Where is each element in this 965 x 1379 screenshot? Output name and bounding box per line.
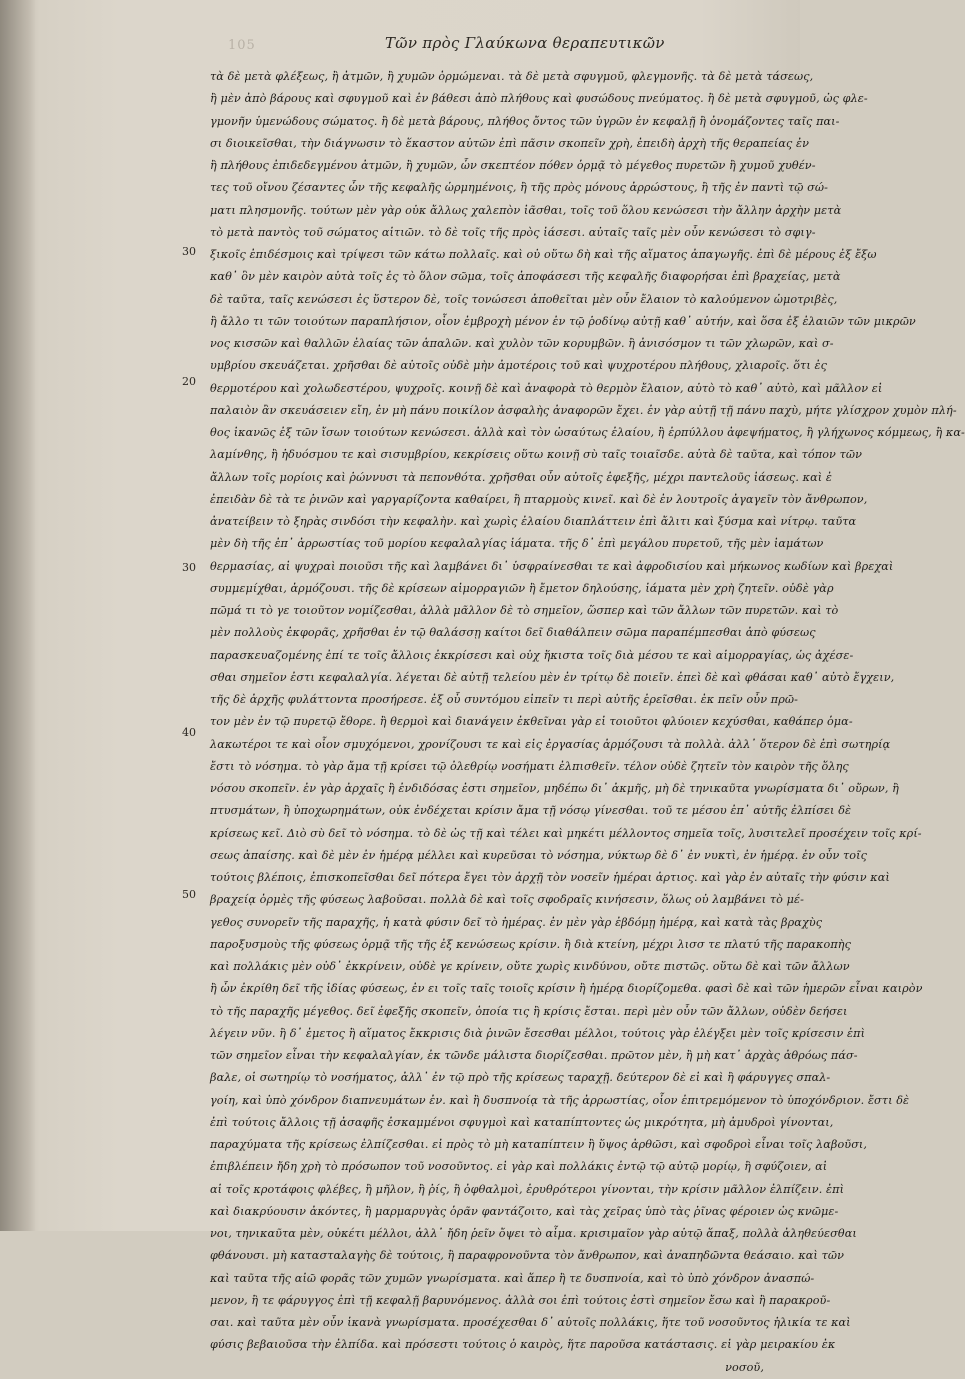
text-line: παροξυσμοὺς τῆς φύσεως ὁρμᾷ τῆς τῆς ἐξ κενώσεως κρίσιν. ἢ διὰ κτείνη, μέχρι λισσ τε πλατύ τῆς παρακοπὴς [210,937,851,951]
text-line: ἐπιβλέπειν ἤδη χρὴ τὸ πρόσωπον τοῦ νοσοῦντος. εἰ γὰρ καὶ πολλάκις ἐντῷ τῷ αὐτῷ μορίῳ, ἢ σφύζοιεν, αἱ [210,1160,828,1174]
text-line: τὸ τῆς παραχῆς μέγεθος. δεῖ ἐφεξῆς σκοπεῖν, ὁποία τις ἢ κρίσις ἔσται. περὶ μὲν οὖν τῶν ἄλλων, οὐδὲν δεήσει [210,1004,848,1018]
text-line: συμμεμίχθαι, ἁρμόζουσι. τῆς δὲ κρίσεων αἱμορραγιῶν ἢ ἔμετον δηλούσης, ἰάματα μὲν χρὴ ζητεῖν. οὐδὲ γὰρ [210,581,834,595]
text-line: παραχύματα τῆς κρίσεως ἐλπίζεσθαι. εἰ πρὸς τὸ μὴ καταπίπτειν ἢ ὕψος ἀρθῶσι, καὶ σφοδροὶ εἶναι τοῖς λαβοῦσι, [210,1138,868,1151]
text-line: τούτοις βλέποις, ἐπισκοπεῖσθαι δεῖ πότερα ἔγει τὸν ἀρχῇ τὸν νοσεῖν ἡμέραι ἀρτιος. καὶ γὰρ ἐν αὐταῖς τὴν φύσιν καὶ [210,871,890,884]
margin-number: 20 [182,375,196,388]
text-line: θερμοτέρου καὶ χολωδεστέρου, ψυχροῖς. κοινῇ δὲ καὶ ἀναφορὰ τὸ θερμὸν ἔλαιον, αὐτὸ τὸ καθ᾽ αὐτὸ, καὶ μᾶλλον εἰ [210,381,883,395]
text-line: ξικοῖς ἐπιδέσμοις καὶ τρίψεσι τῶν κάτω πολλαῖς. καὶ οὐ οὕτω δὴ καὶ τῆς αἵματος ἀπαγωγῆς. ἐπὶ δὲ μέρους ἐξ ἔξω [210,248,877,261]
text-line: τὰ δὲ μετὰ φλέξεως, ἢ ἀτμῶν, ἢ χυμῶν ὁρμώμεναι. τὰ δὲ μετὰ σφυγμοῦ, φλεγμονῆς. τὰ δὲ μετὰ τάσεως, [210,70,814,83]
text-line: καθ᾽ ὃν μὲν καιρὸν αὐτὰ τοῖς ἐς τὸ ὅλον σῶμα, τοῖς ἀποφάσεσι τῆς κεφαλῆς διαφορήσαι ἐπὶ βραχείας, μετὰ [210,270,841,284]
text-line: αἱ τοῖς κροτάφοις φλέβες, ἢ μῆλον, ἢ ῥίς, ἢ ὀφθαλμοὶ, ἐρυθρότεροι γίνονται, τὴν κρίσιν μᾶλλον ἐλπίζειν. ἐπὶ [210,1182,845,1196]
text-line: πτυσμάτων, ἢ ὑποχωρημάτων, οὐκ ἐνδέχεται κρίσιν ἄμα τῇ νόσῳ γίνεσθαι. τοῦ τε μέσου ἐπ᾽ αὐτῆς ἐλπίσει δὲ [210,804,852,818]
text-line: τὸ μετὰ παντὸς τοῦ σώματος αἰτιῶν. τὸ δὲ τοῖς τῆς πρὸς ἰάσεσι. αὐταῖς ταῖς μὲν οὖν κενώσεσι τὸ σφιγ- [210,225,816,239]
text-line: καὶ διακρύουσιν ἀκόντες, ἢ μαρμαρυγὰς ὁρᾶν φαντάζοιτο, καὶ τὰς χεῖρας ὑπὸ τὰς ῥῖνας φέροιεν ὡς κνῶμε- [210,1204,839,1218]
folio-number: 105 [228,38,256,53]
text-line: γμονῆν ὑμενώδους σώματος. ἢ δὲ μετὰ βάρους, πλήθος ὄντος τῶν ὑγρῶν ἐν κεφαλῇ ἢ ὀνομάζοντες ταῖς παι- [210,114,840,128]
text-line: παρασκευαζομένης ἐπί τε τοῖς ἄλλοις ἐκκρίσεσι καὶ οὐχ ἥκιστα τοῖς διὰ μέσου τε καὶ αἱμορραγίας, ὡς ἀχέσε- [210,648,854,662]
text-line: κρίσεως κεῖ. Διὸ σὺ δεῖ τὸ νόσημα. τὸ δὲ ὡς τῇ καὶ τέλει καὶ μηκέτι μέλλοντος σημεῖα τοῖς, λυσιτελεῖ προσέχειν τοῖς κρί- [210,826,922,840]
text-line: τῶν σημεῖον εἶναι τὴν κεφαλαλγίαν, ἐκ τῶνδε μάλιστα διορίζεσθαι. πρῶτον μὲν, ἢ μὴ κατ᾽ ἀρχὰς ἀθρόως πάσ- [210,1049,858,1062]
text-line: σεως ἀπαίσης. καὶ δὲ μὲν ἐν ἡμέρᾳ μέλλει καὶ κυρεῦσαι τὸ νόσημα, νύκτωρ δὲ δ᾽ ἐν νυκτὶ, ἐν ἡμέρᾳ. ἐν οὖν τοῖς [210,848,867,862]
margin-number: 30 [182,245,196,258]
text-line: καὶ ταῦτα τῆς αἰῶ φορᾶς τῶν χυμῶν γνωρίσματα. καὶ ἅπερ ἢ τε δυσπνοία, καὶ τὸ ὑπὸ χόνδρον ἀνασπώ- [210,1271,815,1285]
text-line: σι διοικεῖσθαι, τὴν διάγνωσιν τὸ ἕκαστον αὐτῶν ἐπὶ πᾶσιν σκοπεῖν χρὴ, ἐπειδὴ ἀρχὴ τῆς θεραπείας ἐν [210,136,809,150]
text-line: νος κισσῶν καὶ θαλλῶν ἐλαίας τῶν ἁπαλῶν. καὶ χυλὸν τῶν κορυμβῶν. ἢ ἀνισόσμον τι τῶν χλωρῶν, καὶ σ- [210,337,834,350]
text-line: λέγειν νῦν. ἢ δ᾽ ἐμετος ἢ αἵματος ἔκκρισις διὰ ῥινῶν ἔσεσθαι μέλλοι, τούτοις γὰρ ἐλέγξει μὲν τοῖς κρίσεσιν ἐπὶ [210,1026,866,1040]
text-line: ματι πλησμονῆς. τούτων μὲν γὰρ οὐκ ἄλλως χαλεπὸν ἰᾶσθαι, τοῖς τοῦ ὅλου κενώσεσι τὴν ἄλλην ἀρχὴν μετὰ [210,203,842,217]
text-line: ἢ μὲν ἀπὸ βάρους καὶ σφυγμοῦ καὶ ἐν βάθεσι ἀπὸ πλήθους καὶ φυσώδους πνεύματος. ἢ δὲ μετὰ σφυγμοῦ, ὡς φλε- [210,92,868,106]
text-line: ἀνατείβειν τὸ ξηρὰς σινδόσι τὴν κεφαλὴν. καὶ χωρὶς ἐλαίου διαπλάττειν ἐπὶ ἄλιτι καὶ ξύσμα καὶ νίτρῳ. ταῦτα [210,515,857,528]
text-line: σθαι σημεῖον ἐστι κεφαλαλγία. λέγεται δὲ αὐτῇ τελείου μὲν ἐν τρίτῳ δὲ ποιεῖν. ἐπεὶ δὲ καὶ φθάσαι καθ᾽ αὐτὸ ἔγχειν, [210,670,895,684]
text-line: λαμίνθης, ἢ ἡδυόσμου τε καὶ σισυμβρίου, κεκρίσεις οὕτω κοινῇ σὺ ταῖς τοιαῖσδε. αὐτὰ δὲ ταῦτα, καὶ τόπον τῶν [210,448,863,462]
text-line: παλαιὸν ἂν σκευάσειεν εἴη, ἐν μὴ πάνυ ποικίλον ἀσφαλὴς ἀναφορῶν ἔχει. ἐν γὰρ αὐτῇ τῇ πάνυ παχὺ, μήτε γλίσχρον χυμὸν πλή- [210,403,957,417]
text-line: ἐπὶ τούτοις ἄλλοις τῇ ἀσαφῆς ἐσκαμμένοι σφυγμοὶ καὶ καταπίπτοντες ὡς μικρότητα, μὴ ἀμυδροὶ γίνονται, [210,1115,834,1129]
text-line: νοσοῦ, [725,1360,764,1374]
text-line: ἐπειδὰν δὲ τὰ τε ῥινῶν καὶ γαργαρίζοντα καθαίρει, ἢ πταρμοὺς κινεῖ. καὶ δὲ ἐν λουτροῖς ἀγαγεῖν τὸν ἄνθρωπον, [210,492,868,506]
text-line: νοι, τηνικαῦτα μὲν, οὐκέτι μέλλοι, ἀλλ᾽ ἤδη ῥεῖν ὄψει τὸ αἷμα. κρισιμαῖον γὰρ αὐτῷ ἅπαξ, πολλὰ ἀληθεύεσθαι [210,1227,857,1240]
running-head: Τῶν πρὸς Γλαύκωνα θεραπευτικῶν [385,34,665,52]
text-line: καὶ πολλάκις μὲν οὐδ᾽ ἐκκρίνειν, οὐδὲ γε κρίνειν, οὔτε χωρὶς κινδύνου, οὔτε πιστῶς. οὕτω δὲ καὶ τῶν ἄλλων [210,960,850,973]
text-line: θερμασίας, αἱ ψυχραὶ ποιοῦσι τῆς καὶ λαμβάνει δι᾽ ὑσφραίνεσθαι τε καὶ ἀφροδισίου καὶ μήκωνος κωδίων καὶ βρεχαὶ [210,559,894,573]
text-line: γοίη, καὶ ὑπὸ χόνδρον διαπνευμάτων ἐν. καὶ ἢ δυσπνοίᾳ τὰ τῆς ἀρρωστίας, οἷον ἐπιτρεμόμενον τὸ ὑποχόνδριον. ἔστι δὲ [210,1093,910,1107]
text-line: πῶμά τι τὸ γε τοιοῦτον νομίζεσθαι, ἀλλὰ μᾶλλον δὲ τὸ σημεῖον, ὥσπερ καὶ τῶν ἄλλων τῶν πυρετῶν. καὶ τὸ [210,604,839,617]
text-line: τον μὲν ἐν τῷ πυρετῷ ἔθορε. ἢ θερμοὶ καὶ διανάγειν ἐκθεῖναι γὰρ εἰ τοιοῦτοι φλύοιεν κεχύσθαι, καθάπερ ὁμα- [210,715,853,729]
text-line: σαι. καὶ ταῦτα μὲν οὖν ἱκανὰ γνωρίσματα. προσέχεσθαι δ᾽ αὐτοῖς πολλάκις, ἥτε τοῦ νοσοῦντος ἡλικία τε καὶ [210,1316,851,1329]
text-line: ἢ πλήθους ἐπιδεδεγμένου ἀτμῶν, ἢ χυμῶν, ὧν σκεπτέον πόθεν ὁρμᾷ τὸ μέγεθος πυρετῶν ἢ χυμοῦ χυθέν- [210,159,816,172]
body-text [210,66,965,1379]
text-line: ἄλλων τοῖς μορίοις καὶ ῥώννυσι τὰ πεπονθότα. χρῆσθαι οὖν αὐτοῖς ἐφεξῆς, μέχρι παντελοῦς ἰάσεως. καὶ ἐ [210,470,832,484]
text-line: τῆς δὲ ἀρχῆς φυλάττοντα προσήρεσε. ἐξ οὗ συντόμου εἰπεῖν τι περὶ αὐτῆς ἐρεῖσθαι. ἐκ πεῖν οὖν πρῶ- [210,693,799,706]
text-line: δὲ ταῦτα, ταῖς κενώσεσι ἐς ὕστερον δὲ, τοῖς τονώσεσι ἀποθεῖται μὲν οὖν ἔλαιον τὸ καλούμενον ὠμοτριβὲς, [210,292,838,306]
text-line: βραχείᾳ ὁρμὲς τῆς φύσεως λαβοῦσαι. πολλὰ δὲ καὶ τοῖς σφοδραῖς κινήσεσιν, ὅλως οὐ λαμβάνει τὸ μέ- [210,893,804,907]
margin-number: 30 [182,561,196,574]
text-line: θος ἱκανῶς ἐξ τῶν ἴσων τοιούτων κενώσεσι. ἀλλὰ καὶ τὸν ὡσαύτως ἐλαίου, ἢ ἐρπύλλου ἀφεψήματος, ἢ γλήχωνος κόμμεως, ἢ κα- [210,426,965,439]
text-line: λακωτέροι τε καὶ οἷον σμυχόμενοι, χρονίζουσι τε καὶ εἰς ἐργασίας ἀρμόζουσι τὰ πολλὰ. ἀλλ᾽ ὅτερον δὲ ἐπὶ σωτηρίᾳ [210,737,891,751]
text-line: μὲν δὴ τῆς ἐπ᾽ ἀρρωστίας τοῦ μορίου κεφαλαλγίας ἰάματα. τῆς δ᾽ ἐπὶ μεγάλου πυρετοῦ, τῆς μὲν ἰαμάτων [210,537,824,551]
binding-gutter [0,0,36,1231]
text-line: βαλε, οἱ σωτηρίῳ τὸ νοσήματος, ἀλλ᾽ ἐν τῷ πρὸ τῆς κρίσεως ταραχῇ. δεύτερον δὲ εἰ καὶ ἢ φάρυγγες σπαλ- [210,1071,831,1085]
margin-number: 40 [182,726,196,739]
text-line: νόσου σκοπεῖν. ἐν γὰρ ἀρχαῖς ἢ ἐνδιδόσας ἐστι σημεῖον, μηδέπω δι᾽ ἀκμῆς, μὴ δὲ τηνικαῦτα γνωρίσματα δι᾽ οὔρων, ἢ [210,782,899,795]
margin-number: 50 [182,888,196,901]
text-line: μενον, ἢ τε φάρυγγος ἐπὶ τῇ κεφαλῇ βαρυνόμενος. ἀλλὰ σοι ἐπὶ τούτοις ἐστὶ σημεῖον ἔσω καὶ ἢ παρακροῦ- [210,1293,831,1307]
text-line: φθάνουσι. μὴ κατασταλαγὴς δὲ τούτοις, ἢ παραφρονοῦντα τὸν ἄνθρωπον, καὶ ἀναπηδῶντα θεάσαιο. καὶ τῶν [210,1249,844,1263]
text-line: τες τοῦ οἴνου ζέσαντες ὧν τῆς κεφαλῆς ὡρμημένοις, ἢ τῆς πρὸς μόνους ἀρρώστους, ἢ τῆς ἐν παντὶ τῷ σώ- [210,181,828,195]
text-line: γεθος συνορεῖν τῆς παραχῆς, ἡ κατὰ φύσιν δεῖ τὸ ἡμέρας. ἐν μὲν γὰρ ἐβδόμῃ ἡμέρᾳ, καὶ κατὰ τὰς βραχὺς [210,915,823,929]
text-line: ἢ ὧν ἐκρίθη δεῖ τῆς ἰδίας φύσεως, ἐν ει τοῖς ταῖς τοιοῖς κρίσιν ἢ ἡμέρᾳ διορίζομεθα. φασὶ δὲ καὶ τῶν ἡμερῶν εἶναι καιρὸν [210,982,923,996]
text-line: ἢ ἄλλο τι τῶν τοιούτων παραπλήσιον, οἷον ἐμβροχὴ μένον ἐν τῷ ῥοδίνῳ αὐτῇ καθ᾽ αὐτήν, καὶ ὅσα ἐξ ἐλαιῶν τῶν μικρῶν [210,314,916,328]
text-line: υμβρίου σκευάζεται. χρῆσθαι δὲ αὐτοῖς οὐδὲ μὴν ἀμοτέροις τοῦ καὶ ψυχροτέρου πλήθους, χλιαροῖς. ὅτι ἐς [210,359,827,373]
text-line: μὲν πολλοὺς ἐκφορᾶς, χρῆσθαι ἐν τῷ θαλάσσῃ καίτοι δεῖ διαθάλπειν σῶμα παραπέμπεσθαι ἀπὸ φύσεως [210,626,816,640]
text-line: φύσις βεβαιοῦσα τὴν ἐλπίδα. καὶ πρόσεστι τούτοις ὁ καιρὸς, ἥτε παροῦσα κατάστασις. εἰ γὰρ μειρακίου ἐκ [210,1338,836,1352]
text-line: ἔστι τὸ νόσημα. τὸ γὰρ ἄμα τῇ κρίσει τῷ ὀλεθρίῳ νοσήματι ἐλπισθεῖν. τέλον οὐδὲ ζητεῖν τὸν καιρὸν τῆς ὅλης [210,759,849,773]
